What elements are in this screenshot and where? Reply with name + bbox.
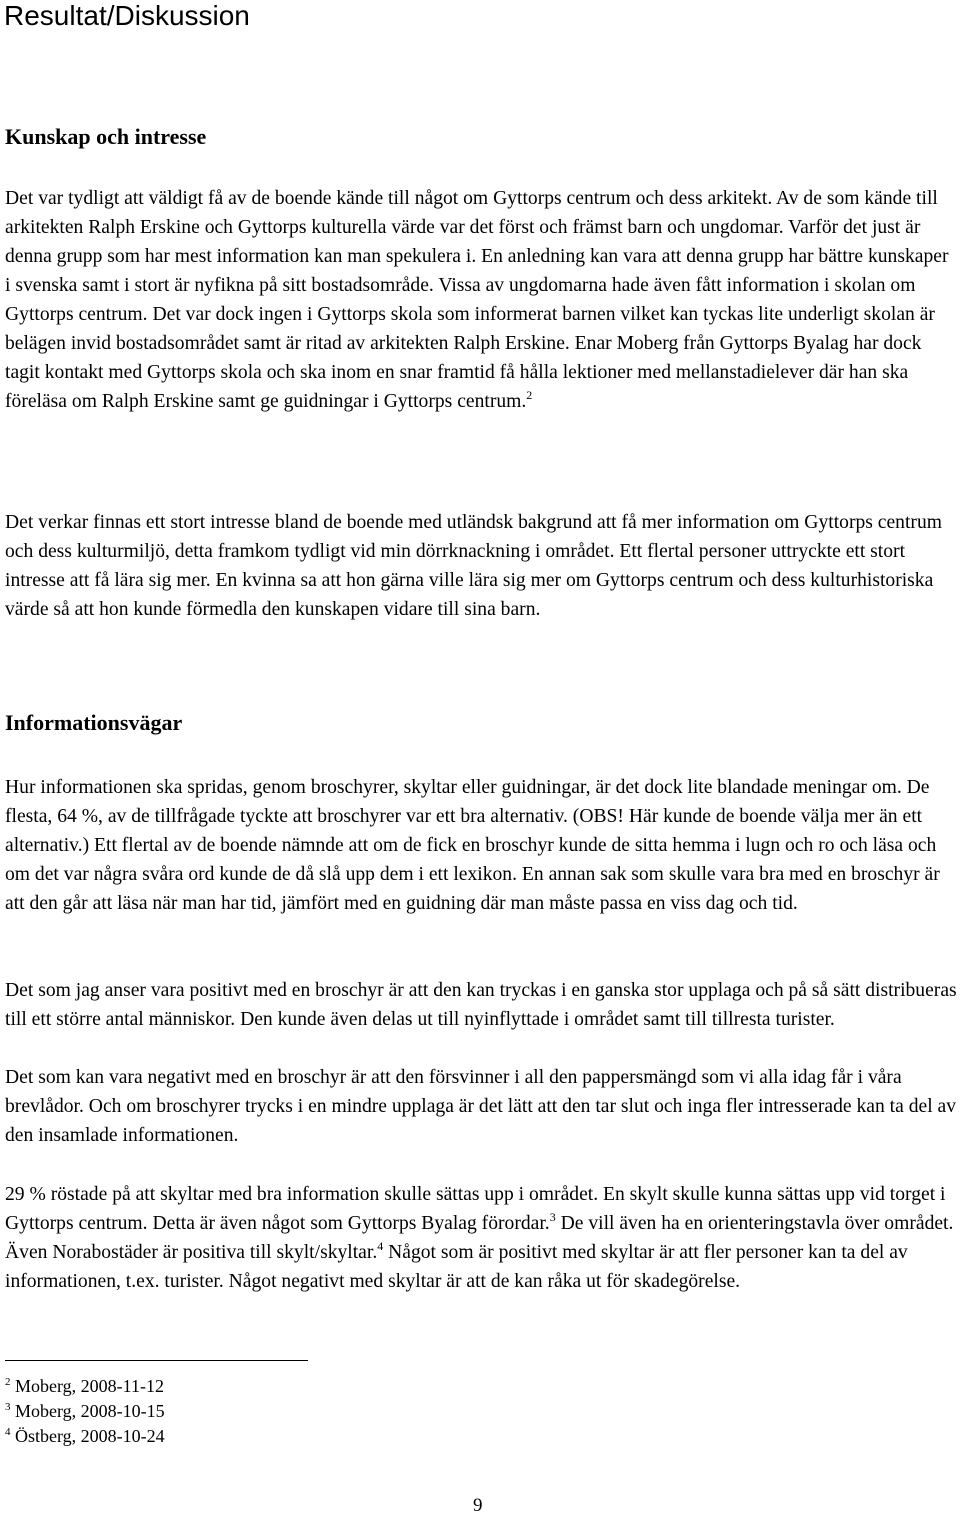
footnote-ref: 4 xyxy=(377,1239,384,1253)
footnote: $^3$ Moberg, 2008-10-15 xyxy=(5,1401,165,1421)
footnote-ref: 3 xyxy=(549,1210,556,1224)
section-title-informationsvagar: Informationsvägar xyxy=(5,710,183,735)
page-number: 9 xyxy=(473,1495,483,1516)
paragraph: Det var tydligt att väldigt få av de boende kände till något om Gyttorps centrum och dess arkitekt. Av de som kände till arkitekten Ralph Erskine och Gyttorps kulturella värde var det först och främst barn och ungdomar. Varför det just är denna grupp som har mest information kan man spekulera i. En anledning kan vara att denna grupp har bättre kunskaper i svenska samt i stort är nyfikna på sitt bostadsområde. Vissa av ungdomarna hade även fått information i skolan om Gyttorps centrum. Det var dock ingen i Gyttorps skola som informerat barnen vilket kan tyckas lite underligt skolan är belägen invid bostadsområdet samt är ritad av arkitekten Ralph Erskine. Enar Moberg från Gyttorps Byalag har dock tagit kontakt med Gyttorps skola och ska inom en snar framtid få hålla lektioner med mellanstadielever där han ska föreläsa om Ralph Erskine samt ge guidningar i Gyttorps centrum.$^2$ xyxy=(5,188,949,412)
paragraph: Det som jag anser vara positivt med en broschyr är att den kan tryckas i en ganska stor upplaga och på så sätt distribueras till ett större antal människor. Den kunde även delas ut till nyinflyttade i området samt till tillresta turister. xyxy=(5,980,957,1030)
paragraph: Hur informationen ska spridas, genom broschyrer, skyltar eller guidningar, är det dock lite blandade meningar om. De flesta, 64 %, av de tillfrågade tyckte att broschyrer var ett bra alternativ. (OBS! Här kunde de boende välja mer än ett alternativ.) Ett flertal av de boende nämnde att om de fick en broschyr kunde de sitta hemma i lugn och ro och läsa och om det var några svåra ord kunde de då slå upp dem i ett lexikon. En annan sak som skulle vara bra med en broschyr är att den går att läsa när man har tid, jämfört med en guidning där man måste passa en viss dag och tid. xyxy=(5,777,940,914)
section-title-kunskap: Kunskap och intresse xyxy=(5,124,207,149)
paragraph: 29 % röstade på att skyltar med bra information skulle sättas upp i området. En skylt skulle kunna sättas upp vid torget i Gyttorps centrum. Detta är även något som Gyttorps Byalag förordar.$^3$ De vill även ha en orienteringstavla över området. Även Norabostäder är positiva till skylt/skyltar.$^4$ Något som är positivt med skyltar är att fler personer kan ta del av informationen, t.ex. turister. Något negativt med skyltar är att de kan råka ut för skadegörelse. xyxy=(5,1184,954,1292)
footnotes xyxy=(5,1374,165,1449)
paragraph: Det verkar finnas ett stort intresse bland de boende med utländsk bakgrund att få mer information om Gyttorps centrum och dess kulturmiljö, detta framkom tydligt vid min dörrknackning i området. Ett flertal personer uttryckte ett stort intresse att få lära sig mer. En kvinna sa att hon gärna ville lära sig mer om Gyttorps centrum och dess kulturhistoriska värde så att hon kunde förmedla den kunskapen vidare till sina barn. xyxy=(5,512,942,620)
footnote-divider xyxy=(5,1360,308,1361)
footnote-ref: 2 xyxy=(526,388,533,402)
footnote: $^2$ Moberg, 2008-11-12 xyxy=(5,1376,164,1396)
page-heading: Resultat/Diskussion xyxy=(4,0,250,31)
paragraph: Det som kan vara negativt med en broschyr är att den försvinner i all den pappersmängd som vi alla idag får i våra brevlådor. Och om broschyrer trycks i en mindre upplaga är det lätt att den tar slut och inga fler intresserade kan ta del av den insamlade informationen. xyxy=(5,1067,957,1146)
footnote: $^4$ Östberg, 2008-10-24 xyxy=(5,1426,165,1446)
